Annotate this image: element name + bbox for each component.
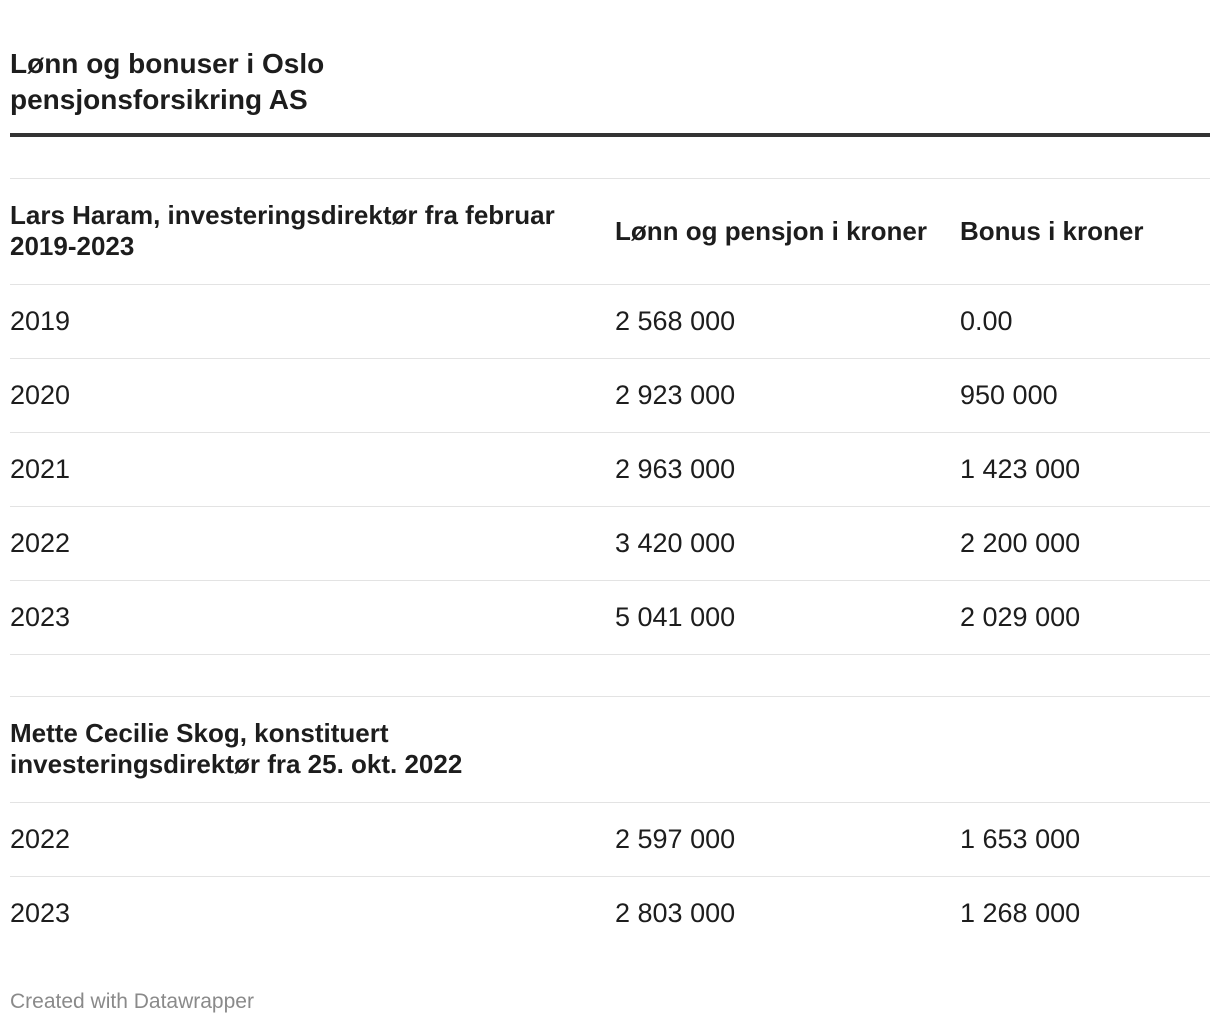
footer-credit: Created with Datawrapper bbox=[10, 990, 254, 1013]
salary-cell: 2 803 000 bbox=[615, 898, 736, 928]
salary-cell: 2 963 000 bbox=[615, 454, 736, 484]
title-divider bbox=[10, 133, 1210, 137]
year-cell: 2021 bbox=[10, 454, 71, 484]
column-header-bonus bbox=[960, 697, 1210, 801]
table-row bbox=[10, 581, 1210, 654]
column-header-salary: Lønn og pensjon i kroner bbox=[615, 215, 927, 246]
table-row bbox=[10, 359, 1210, 432]
year-cell: 2019 bbox=[10, 306, 71, 336]
table-row bbox=[10, 433, 1210, 506]
table-header-row bbox=[10, 179, 1210, 283]
column-header-salary bbox=[615, 697, 935, 801]
bonus-cell: 1 268 000 bbox=[960, 898, 1081, 928]
bonus-cell: 2 029 000 bbox=[960, 602, 1081, 632]
section-header: Lars Haram, investeringsdirektør fra februar 2019-2023 bbox=[10, 200, 555, 261]
salary-cell: 2 923 000 bbox=[615, 380, 736, 410]
table-row bbox=[10, 877, 1210, 950]
salary-cell: 2 568 000 bbox=[615, 306, 736, 336]
section-header: Mette Cecilie Skog, konstituert investeringsdirektør fra 25. okt. 2022 bbox=[10, 718, 463, 779]
salary-cell: 2 597 000 bbox=[615, 824, 736, 854]
bonus-cell: 2 200 000 bbox=[960, 528, 1081, 558]
year-cell: 2023 bbox=[10, 602, 71, 632]
bonus-cell: 1 423 000 bbox=[960, 454, 1081, 484]
table-row bbox=[10, 803, 1210, 876]
year-cell: 2020 bbox=[10, 380, 71, 410]
bonus-cell: 0.00 bbox=[960, 306, 1013, 336]
table-row bbox=[10, 285, 1210, 358]
section-bottom-divider bbox=[10, 654, 1210, 655]
year-cell: 2022 bbox=[10, 824, 71, 854]
year-cell: 2023 bbox=[10, 898, 71, 928]
table-header-row bbox=[10, 697, 1210, 801]
table-row bbox=[10, 507, 1210, 580]
bonus-cell: 950 000 bbox=[960, 380, 1058, 410]
column-header-bonus: Bonus i kroner bbox=[960, 215, 1144, 246]
year-cell: 2022 bbox=[10, 528, 71, 558]
salary-cell: 3 420 000 bbox=[615, 528, 736, 558]
salary-cell: 5 041 000 bbox=[615, 602, 736, 632]
chart-title: Lønn og bonuser i Oslo pensjonsforsikring AS bbox=[10, 48, 325, 115]
bonus-cell: 1 653 000 bbox=[960, 824, 1081, 854]
